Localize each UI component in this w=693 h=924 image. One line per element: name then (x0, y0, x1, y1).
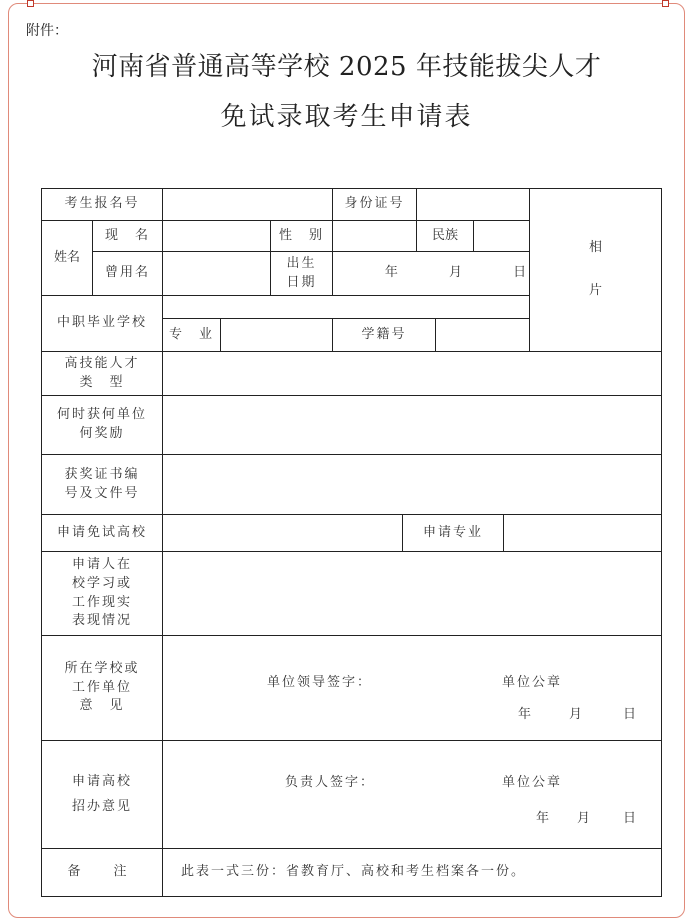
label-performance-line3: 工作现实 (72, 594, 133, 610)
label-apply-university: 申请免试高校 (42, 515, 163, 552)
value-vocational-school[interactable] (163, 296, 530, 319)
value-exam-reg-no[interactable] (163, 189, 333, 221)
label-vocational-school: 中职毕业学校 (42, 296, 163, 352)
value-former-name[interactable] (163, 252, 271, 296)
label-id-no: 身份证号 (333, 189, 417, 221)
value-talent-type[interactable] (163, 352, 662, 396)
label-birth-line1: 出生 (286, 255, 317, 271)
value-apply-major[interactable] (504, 515, 662, 552)
label-performance-line4: 表现情况 (72, 613, 133, 629)
value-birth-date[interactable] (333, 252, 530, 296)
label-name: 姓名 (42, 221, 93, 296)
photo-label-2: 片 (589, 283, 603, 298)
document-title-line1: 河南省普通高等学校 2025 年技能拔尖人才 (91, 52, 602, 82)
responsible-person-signature-label: 负责人签字： (285, 775, 376, 790)
value-major[interactable] (221, 319, 333, 352)
label-award-line1: 何时获何单位 (57, 407, 148, 423)
label-award-line2: 何奖励 (79, 426, 125, 441)
unit-opinion-area[interactable] (163, 636, 662, 741)
label-talent-type (42, 352, 163, 396)
label-birth-date (271, 252, 333, 296)
label-unit-opinion-line2: 工作单位 (72, 679, 133, 695)
frame-handle-left[interactable] (27, 0, 34, 7)
label-remark: 备 注 (42, 849, 163, 897)
label-current-name: 现 名 (93, 221, 163, 252)
value-gender[interactable] (333, 221, 417, 252)
label-performance-line1: 申请人在 (72, 556, 133, 572)
label-unit-opinion (42, 636, 163, 741)
unit-month-unit: 月 (569, 707, 583, 722)
frame-handle-right[interactable] (662, 0, 669, 7)
value-apply-university[interactable] (163, 515, 403, 552)
value-certificate[interactable] (163, 455, 662, 515)
label-student-no: 学籍号 (333, 319, 436, 352)
university-seal-label: 单位公章 (502, 775, 563, 790)
value-remark: 此表一式三份：省教育厅、高校和考生档案各一份。 (163, 849, 662, 897)
university-month-unit: 月 (577, 811, 591, 826)
university-opinion-area[interactable] (163, 741, 662, 849)
value-award[interactable] (163, 396, 662, 455)
label-unit-opinion-line1: 所在学校或 (64, 660, 140, 676)
birth-year-unit: 年 (384, 265, 398, 281)
label-certificate-line1: 获奖证书编 (64, 466, 140, 482)
birth-day-unit: 日 (513, 265, 527, 281)
label-university-opinion-line1: 申请高校 (72, 773, 133, 789)
university-year-unit: 年 (536, 811, 550, 826)
label-exam-reg-no: 考生报名号 (42, 189, 163, 221)
label-talent-type-line2: 类 型 (79, 374, 125, 390)
label-performance (42, 552, 163, 636)
label-talent-type-line1: 高技能人才 (64, 355, 140, 371)
label-university-opinion-line2: 招办意见 (72, 798, 133, 814)
label-birth-line2: 日期 (286, 274, 317, 290)
unit-year-unit: 年 (518, 707, 532, 722)
label-certificate (42, 455, 163, 515)
label-ethnicity: 民族 (417, 221, 474, 252)
value-id-no[interactable] (417, 189, 530, 221)
unit-seal-label: 单位公章 (502, 675, 563, 690)
label-gender: 性 别 (271, 221, 333, 252)
value-performance[interactable] (163, 552, 662, 636)
university-day-unit: 日 (623, 811, 637, 826)
value-ethnicity[interactable] (474, 221, 530, 252)
photo-label-1: 相 (589, 240, 603, 256)
unit-leader-signature-label: 单位领导签字： (267, 675, 373, 690)
label-performance-line2: 校学习或 (72, 575, 133, 591)
label-award (42, 396, 163, 455)
label-university-opinion (42, 741, 163, 849)
value-student-no[interactable] (436, 319, 530, 352)
attachment-label: 附件： (26, 23, 68, 39)
application-form-table (41, 188, 662, 897)
birth-month-unit: 月 (449, 265, 463, 281)
document-title-line2: 免试录取考生申请表 (220, 102, 473, 132)
photo-box (530, 189, 662, 352)
unit-day-unit: 日 (623, 707, 637, 722)
label-apply-major: 申请专业 (403, 515, 504, 552)
label-major: 专 业 (163, 319, 221, 352)
value-current-name[interactable] (163, 221, 271, 252)
label-former-name: 曾用名 (93, 252, 163, 296)
label-certificate-line2: 号及文件号 (64, 485, 140, 501)
label-unit-opinion-line3: 意 见 (79, 698, 125, 714)
